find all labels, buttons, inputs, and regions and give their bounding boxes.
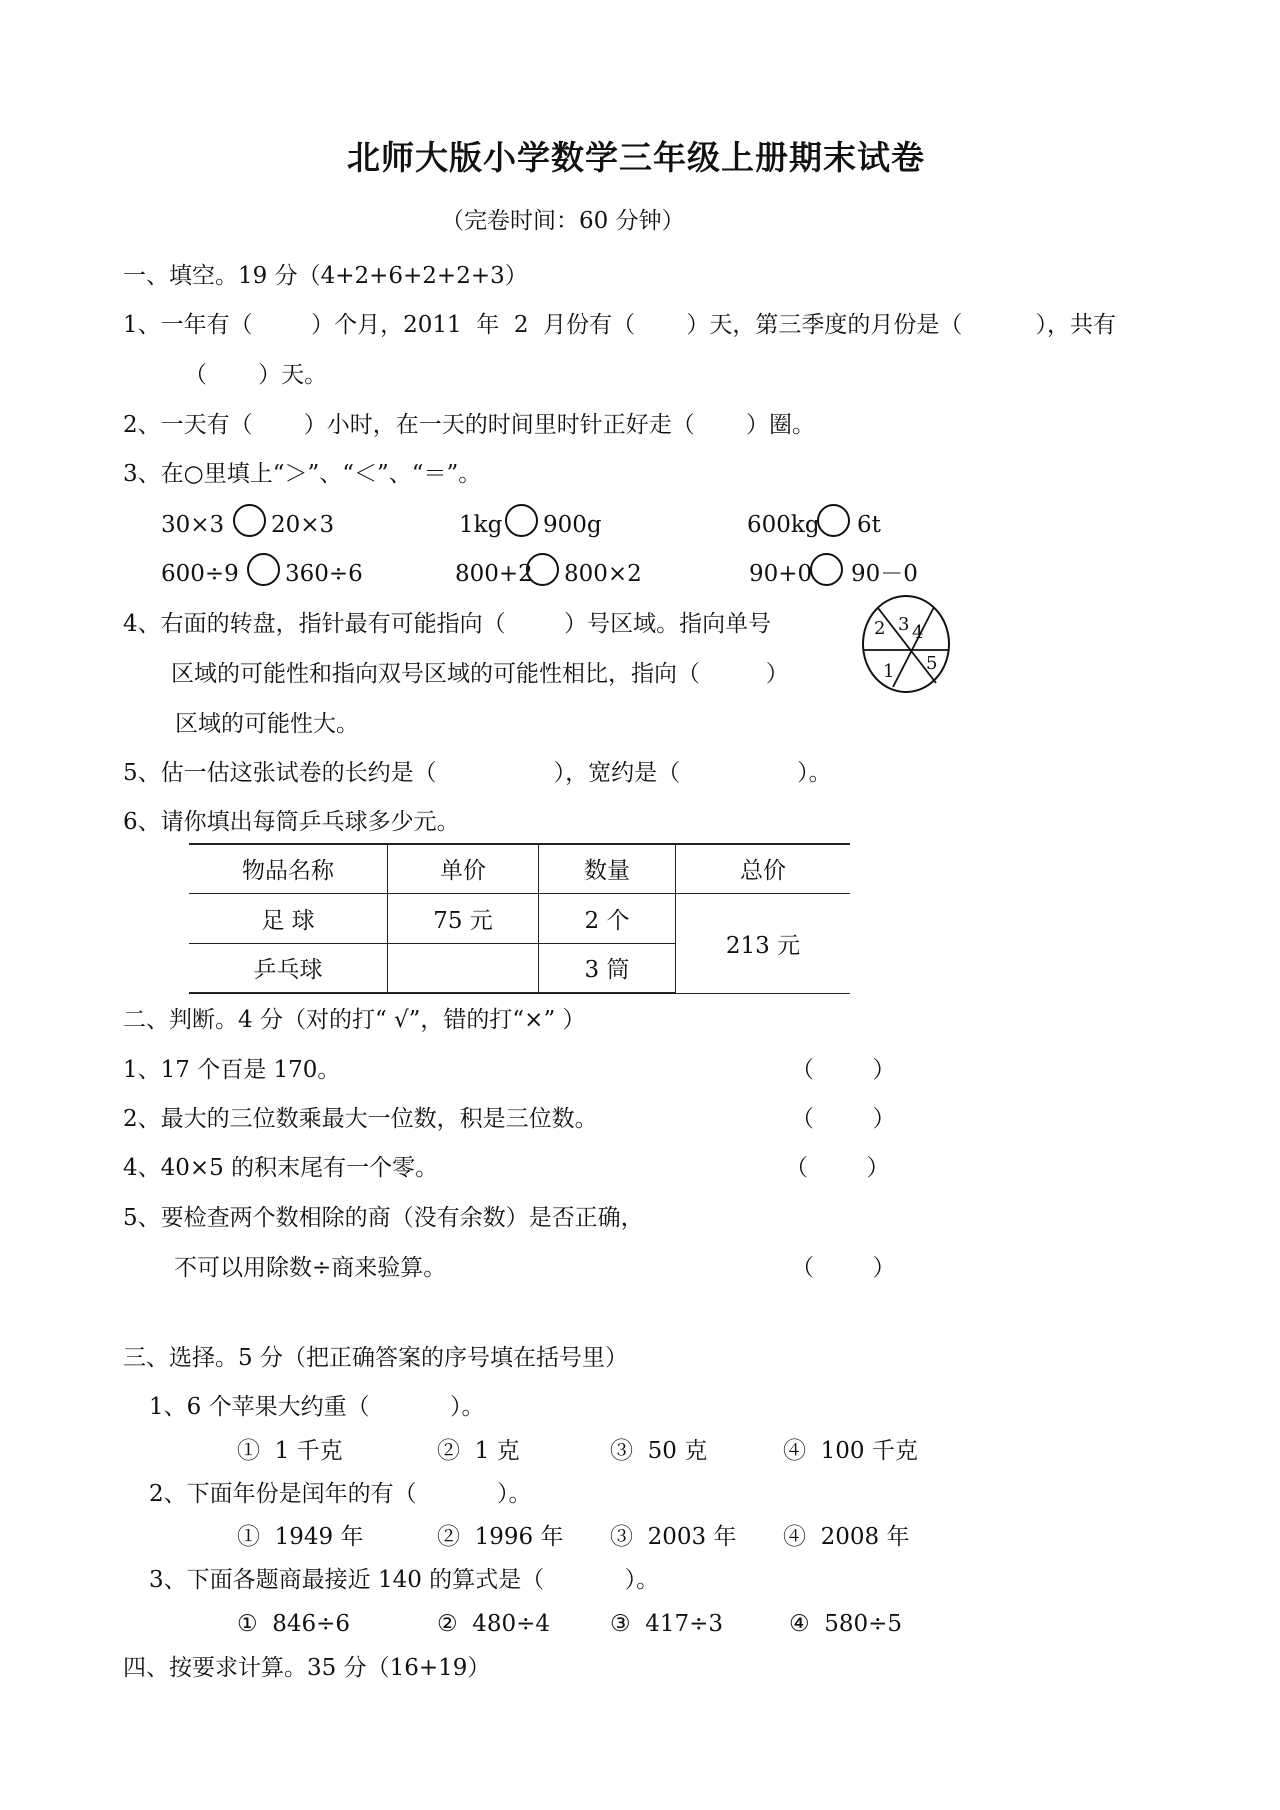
table-cell-price: 75 元 xyxy=(388,893,539,943)
table-cell-price-blank[interactable] xyxy=(388,943,539,993)
choice-2-option-3[interactable]: ③ 2003 年 xyxy=(610,1524,737,1550)
compare-4-circle[interactable] xyxy=(247,553,280,586)
spinner-diagram xyxy=(856,592,956,696)
compare-5-right: 800×2 xyxy=(564,561,642,587)
spinner-label-3: 3 xyxy=(898,614,910,635)
choice-1-option-3[interactable]: ③ 50 克 xyxy=(610,1438,708,1464)
choice-3-option-4[interactable]: ④ 580÷5 xyxy=(789,1611,903,1637)
table-header: 物品名称 xyxy=(189,844,388,893)
compare-3-right: 6t xyxy=(857,512,881,538)
section2-heading: 二、判断。4 分（对的打“ √”，错的打“×” ） xyxy=(123,1007,586,1033)
judge-item-2: 2、最大的三位数乘最大一位数，积是三位数。 xyxy=(123,1106,598,1132)
page-title: 北师大版小学数学三年级上册期末试卷 xyxy=(347,138,925,177)
question-1-4-line3: 区域的可能性大。 xyxy=(175,711,359,737)
choice-2-option-1[interactable]: ① 1949 年 xyxy=(237,1524,364,1550)
judge-answer-paren-5[interactable]: （ ） xyxy=(791,1255,896,1281)
compare-6-left: 90+0 xyxy=(749,561,813,587)
compare-4-left: 600÷9 xyxy=(161,561,239,587)
spinner-label-5: 5 xyxy=(926,653,938,674)
judge-answer-paren-4[interactable]: （ ） xyxy=(785,1155,890,1181)
choice-3-option-1[interactable]: ① 846÷6 xyxy=(237,1611,351,1637)
compare-2-left: 1kg xyxy=(459,512,503,538)
question-1-2: 2、一天有（ ）小时，在一天的时间里时针正好走（ ）圈。 xyxy=(123,412,815,438)
choice-question-2: 2、下面年份是闰年的有（ ）。 xyxy=(149,1481,532,1507)
judge-item-4: 4、40×5 的积末尾有一个零。 xyxy=(123,1155,439,1181)
choice-1-option-2[interactable]: ② 1 克 xyxy=(437,1438,520,1464)
question-1-5: 5、估一估这张试卷的长约是（ ），宽约是（ ）。 xyxy=(123,760,832,786)
choice-1-option-1[interactable]: ① 1 千克 xyxy=(237,1438,343,1464)
table-header: 单价 xyxy=(388,844,539,893)
table-cell-qty: 3 筒 xyxy=(539,943,676,993)
choice-2-option-2[interactable]: ② 1996 年 xyxy=(437,1524,564,1550)
compare-4-right: 360÷6 xyxy=(285,561,363,587)
section3-heading: 三、选择。5 分（把正确答案的序号填在括号里） xyxy=(123,1345,628,1371)
choice-3-option-2[interactable]: ② 480÷4 xyxy=(437,1611,551,1637)
section1-heading: 一、填空。19 分（4+2+6+2+2+3） xyxy=(123,263,528,289)
compare-3-circle[interactable] xyxy=(817,504,850,537)
judge-answer-paren-1[interactable]: （ ） xyxy=(791,1057,896,1083)
spinner-label-2: 2 xyxy=(874,618,886,639)
compare-1-left: 30×3 xyxy=(161,512,225,538)
price-table xyxy=(189,843,850,994)
spinner-label-1: 1 xyxy=(883,661,895,682)
judge-answer-paren-2[interactable]: （ ） xyxy=(791,1106,896,1132)
judge-item-1: 1、17 个百是 170。 xyxy=(123,1057,341,1083)
table-cell-qty: 2 个 xyxy=(539,893,676,943)
compare-3-left: 600kg xyxy=(747,512,820,538)
judge-item-5-line1: 5、要检查两个数相除的商（没有余数）是否正确， xyxy=(123,1205,644,1231)
choice-1-option-4[interactable]: ④ 100 千克 xyxy=(783,1438,918,1464)
compare-1-right: 20×3 xyxy=(271,512,335,538)
choice-question-1: 1、6 个苹果大约重（ ）。 xyxy=(149,1394,485,1420)
choice-2-option-4[interactable]: ④ 2008 年 xyxy=(783,1524,910,1550)
table-cell-name: 足 球 xyxy=(189,893,388,943)
compare-6-circle[interactable] xyxy=(810,553,843,586)
compare-2-right: 900g xyxy=(543,512,602,538)
judge-item-5-line2: 不可以用除数÷商来验算。 xyxy=(174,1255,447,1281)
compare-6-right: 90－0 xyxy=(851,561,918,587)
question-1-1-line1: 1、一年有（ ）个月，2011 年 2 月份有（ ）天，第三季度的月份是（ ），共有 xyxy=(123,312,1116,338)
table-cell-total: 213 元 xyxy=(676,893,851,993)
table-header: 总价 xyxy=(676,844,851,893)
spinner-label-4: 4 xyxy=(912,622,924,643)
choice-question-3: 3、下面各题商最接近 140 的算式是（ ）。 xyxy=(149,1567,660,1593)
compare-2-circle[interactable] xyxy=(505,504,538,537)
question-1-4-line2: 区域的可能性和指向双号区域的可能性相比，指向（ ） xyxy=(171,661,789,687)
compare-5-circle[interactable] xyxy=(526,553,559,586)
compare-1-circle[interactable] xyxy=(233,504,266,537)
table-cell-name: 乒乓球 xyxy=(189,943,388,993)
exam-duration: （完卷时间：60 分钟） xyxy=(441,208,685,234)
question-1-3: 3、在○里填上“＞”、“＜”、“＝”。 xyxy=(123,461,482,487)
compare-5-left: 800+2 xyxy=(455,561,533,587)
question-1-4-line1: 4、右面的转盘，指针最有可能指向（ ）号区域。指向单号 xyxy=(123,611,772,637)
table-header: 数量 xyxy=(539,844,676,893)
question-1-6: 6、请你填出每筒乒乓球多少元。 xyxy=(123,809,460,835)
section4-heading: 四、按要求计算。35 分（16+19） xyxy=(123,1655,491,1681)
choice-3-option-3[interactable]: ③ 417÷3 xyxy=(610,1611,724,1637)
question-1-1-line2: （ ）天。 xyxy=(184,362,328,388)
